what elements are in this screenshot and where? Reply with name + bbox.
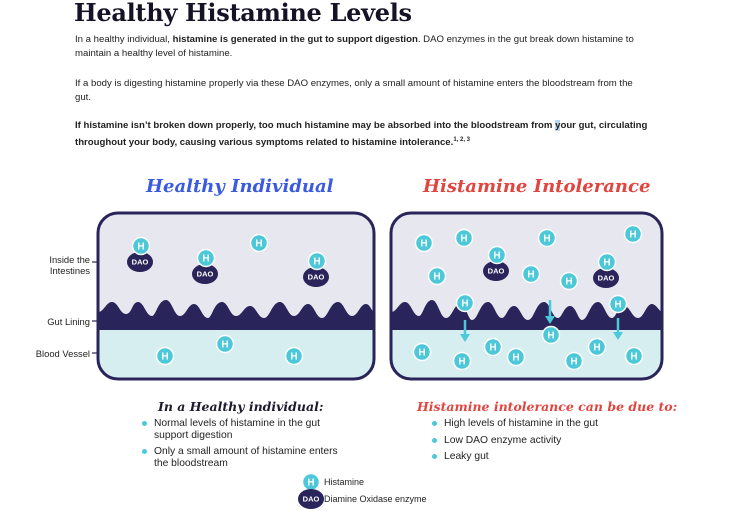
histamine-marker: [508, 349, 525, 366]
histamine-marker: [523, 266, 540, 283]
svg-text:DAO: DAO: [307, 272, 325, 282]
text-highlight: y: [555, 120, 561, 131]
svg-text:H: H: [493, 250, 501, 262]
histamine-marker: [429, 268, 446, 285]
svg-text:H: H: [461, 298, 469, 310]
svg-text:H: H: [489, 342, 497, 354]
svg-text:DAO: DAO: [196, 269, 214, 279]
histamine-marker: [457, 295, 474, 312]
label-inside-intestines: Inside the Intestines: [49, 254, 90, 276]
histamine-marker: [414, 344, 431, 361]
intro-paragraph-3: If histamine isn’t broken down properly, too much histamine may be absorbed into the bloodstream from your gut, circulating throughout your body, causing various symptoms related to histamine intolerance.$^{1, 2, 3}$: [75, 120, 648, 149]
histamine-marker: [286, 348, 303, 365]
svg-text:H: H: [161, 351, 169, 363]
svg-text:H: H: [137, 241, 145, 253]
svg-text:H: H: [593, 342, 601, 354]
histamine-marker: [485, 339, 502, 356]
histamine-marker: [454, 353, 471, 370]
legend-histamine-icon: [303, 474, 320, 491]
svg-text:H: H: [543, 233, 551, 245]
svg-text:H: H: [570, 356, 578, 368]
intolerance-list: [430, 418, 650, 468]
svg-text:H: H: [547, 330, 555, 342]
list-item: Only a small amount of histamine enters the bloodstream: [140, 446, 350, 469]
svg-text:H: H: [512, 352, 520, 364]
histamine-marker: [157, 348, 174, 365]
svg-text:H: H: [221, 339, 229, 351]
svg-text:H: H: [458, 356, 466, 368]
label-blood-vessel: Blood Vessel: [35, 348, 90, 359]
svg-text:H: H: [527, 269, 535, 281]
histamine-marker: [489, 247, 506, 264]
list-item: High levels of histamine in the gut: [430, 418, 650, 430]
svg-text:DAO: DAO: [487, 266, 505, 276]
svg-text:H: H: [629, 229, 637, 241]
histamine-marker: [599, 254, 616, 271]
svg-text:H: H: [290, 351, 298, 363]
svg-text:H: H: [603, 257, 611, 269]
legend-dao-icon: [298, 489, 324, 509]
svg-text:H: H: [255, 238, 263, 250]
svg-text:DAO: DAO: [131, 257, 149, 267]
list-item: Leaky gut: [430, 451, 650, 463]
histamine-marker: [561, 273, 578, 290]
svg-text:DAO: DAO: [597, 273, 615, 283]
label-gut-lining: Gut Lining: [47, 316, 90, 327]
svg-text:H: H: [630, 351, 638, 363]
svg-text:H: H: [307, 477, 315, 489]
histamine-marker: [625, 226, 642, 243]
histamine-marker: [626, 348, 643, 365]
histamine-marker: [566, 353, 583, 370]
histamine-marker: [416, 235, 433, 252]
legend-dao-label: Diamine Oxidase enzyme: [324, 494, 427, 504]
svg-text:H: H: [565, 276, 573, 288]
svg-text:H: H: [418, 347, 426, 359]
svg-text:H: H: [433, 271, 441, 283]
legend-histamine-label: Histamine: [324, 477, 365, 487]
histamine-marker: [456, 230, 473, 247]
svg-text:DAO: DAO: [302, 494, 320, 504]
histamine-marker: [217, 336, 234, 353]
list-item: Normal levels of histamine in the gut support digestion: [140, 418, 350, 441]
histamine-marker: [539, 230, 556, 247]
intolerance-list-title: Histamine intolerance can be due to:: [417, 399, 678, 414]
intro-paragraph-2: If a body is digesting histamine properly via these DAO enzymes, only a small amount of histamine enters the bloodstream from the gut.: [75, 78, 633, 103]
svg-text:H: H: [202, 253, 210, 265]
svg-text:H: H: [313, 256, 321, 268]
page-title: Healthy Histamine Levels: [74, 0, 412, 27]
reference-superscript: 1, 2, 3: [453, 137, 470, 143]
svg-text:H: H: [460, 233, 468, 245]
svg-text:H: H: [614, 299, 622, 311]
healthy-list: [140, 418, 350, 474]
histamine-marker: [589, 339, 606, 356]
histamine-marker: [133, 238, 150, 255]
histamine-marker: [309, 253, 326, 270]
histamine-marker: [543, 327, 560, 344]
histamine-marker: [251, 235, 268, 252]
histamine-marker: [610, 296, 627, 313]
svg-text:H: H: [420, 238, 428, 250]
intro-paragraph-1: In a healthy individual, histamine is generated in the gut to support digestion. DAO enzymes in the gut break down histamine to maintain a healthy level of histamine.: [75, 34, 634, 59]
intolerance-panel-title: Histamine Intolerance: [423, 176, 651, 197]
healthy-list-title: In a Healthy individual:: [158, 399, 324, 414]
histamine-marker: [198, 250, 215, 267]
healthy-panel-title: Healthy Individual: [146, 176, 334, 197]
list-item: Low DAO enzyme activity: [430, 435, 650, 447]
